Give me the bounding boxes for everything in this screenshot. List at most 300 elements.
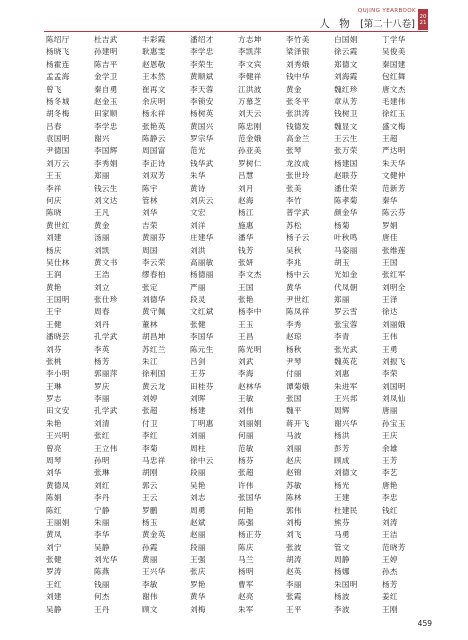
name-entry: 施惠 — [238, 220, 254, 230]
name-entry: 陈强 — [238, 517, 254, 527]
name-entry: 王宇 — [46, 307, 62, 317]
name-entry: 钱丽 — [94, 579, 110, 589]
name-entry: 张健 — [190, 319, 206, 329]
name-entry: 叶秋鸣 — [334, 233, 358, 243]
name-entry: 曾飞 — [46, 84, 62, 94]
name-entry: 罗云雪 — [334, 307, 358, 317]
name-entry: 王平 — [286, 604, 302, 614]
name-entry: 刘涛 — [382, 517, 398, 527]
name-entry: 杨玉 — [142, 517, 158, 527]
name-entry: 余庆明 — [142, 96, 166, 106]
name-entry: 魏红珍 — [334, 84, 358, 94]
name-entry: 江洪波 — [238, 84, 262, 94]
name-entry: 杜建民 — [334, 505, 358, 515]
name-entry: 刘德华 — [142, 295, 166, 305]
name-entry: 张洪涛 — [286, 109, 310, 119]
name-entry: 郭伟 — [286, 505, 302, 515]
name-entry: 吴静 — [94, 542, 110, 552]
name-entry: 刘飞 — [286, 530, 302, 540]
page-number: 459 — [417, 619, 432, 628]
name-entry: 陈云芬 — [382, 208, 406, 218]
name-entry: 文宏 — [190, 208, 206, 218]
name-entry: 张超 — [142, 406, 158, 416]
name-entry: 钱华武 — [190, 158, 214, 168]
name-entry: 王庆 — [382, 431, 398, 441]
name-entry: 王兴邦 — [334, 394, 358, 404]
name-entry: 刘庆云 — [190, 195, 214, 205]
name-entry: 彭芳 — [334, 443, 350, 453]
name-entry: 黄华 — [286, 282, 302, 292]
name-entry: 张霞 — [286, 592, 302, 602]
name-entry: 杨洪 — [334, 431, 350, 441]
name-entry: 王玉 — [238, 319, 254, 329]
name-entry: 钱树卫 — [334, 109, 358, 119]
name-entry: 郭云 — [142, 480, 158, 490]
name-entry: 曹军 — [238, 579, 254, 589]
name-entry: 潘绍才 — [190, 35, 214, 44]
name-entry: 魏英花 — [334, 356, 358, 366]
name-entry: 马忠祥 — [142, 456, 166, 466]
name-entry: 王健 — [46, 319, 62, 329]
name-entry: 李正诗 — [142, 158, 166, 168]
name-entry: 周静 — [334, 555, 350, 565]
name-entry: 孙杰 — [382, 567, 398, 577]
name-entry: 盛文梅 — [382, 121, 406, 131]
name-entry: 张维莲 — [382, 245, 406, 255]
name-entry: 张艳 — [238, 295, 254, 305]
name-entry: 段丽 — [190, 468, 206, 478]
name-entry: 陈燕 — [94, 567, 110, 577]
name-entry: 周春 — [94, 307, 110, 317]
name-entry: 龙汝成 — [286, 158, 310, 168]
name-entry: 刘建 — [46, 592, 62, 602]
name-entry: 陈庆 — [238, 542, 254, 552]
name-entry: 杨中云 — [286, 270, 310, 280]
name-entry: 胡刚 — [142, 468, 158, 478]
name-entry: 张冬平 — [286, 96, 310, 106]
name-entry: 魏显文 — [334, 121, 358, 131]
name-entry: 颜金华 — [334, 208, 358, 218]
name-entry: 孟孟海 — [46, 72, 70, 82]
name-entry: 黄金 — [286, 84, 302, 94]
name-entry: 王勇 — [382, 344, 398, 354]
name-entry: 刘明全 — [382, 282, 406, 292]
name-entry: 苏红兰 — [142, 344, 166, 354]
name-entry: 黄金 — [94, 220, 110, 230]
name-entry: 罗庆 — [94, 381, 110, 391]
name-entry: 刘国明 — [382, 381, 406, 391]
name-entry: 李英 — [94, 344, 110, 354]
name-entry: 陈林 — [286, 493, 302, 503]
name-entry: 陈元生 — [190, 344, 214, 354]
name-entry: 周辉 — [334, 406, 350, 416]
name-entry: 杜吉武 — [94, 35, 118, 44]
name-entry: 刘武 — [238, 356, 254, 366]
name-entry: 钱中华 — [286, 72, 310, 82]
name-entry: 刘天云 — [238, 109, 262, 119]
name-entry: 刘丽娥 — [382, 319, 406, 329]
name-entry: 白国娟 — [334, 35, 358, 44]
name-entry: 张健 — [46, 555, 62, 565]
name-entry: 李波 — [334, 604, 350, 614]
name-entry: 王兴华 — [142, 567, 166, 577]
name-entry: 刘婷 — [142, 394, 158, 404]
name-entry: 许伟 — [238, 480, 254, 490]
name-entry: 罗涛 — [46, 567, 62, 577]
name-entry: 李荣生 — [190, 59, 214, 69]
name-entry: 文红斌 — [190, 307, 214, 317]
name-entry: 王琳 — [46, 381, 62, 391]
name-entry: 钱德发 — [286, 121, 310, 131]
name-entry: 杨芳 — [94, 356, 110, 366]
name-entry: 刘光华 — [94, 555, 118, 565]
name-entry: 朱艳 — [46, 418, 62, 428]
name-entry: 杨永祥 — [142, 109, 166, 119]
name-entry: 黄云龙 — [142, 381, 166, 391]
name-entry: 罗树仁 — [238, 158, 262, 168]
name-entry: 刘华 — [46, 468, 62, 478]
name-entry: 谢兴 — [94, 134, 110, 144]
name-entry: 赵英 — [286, 567, 302, 577]
name-entry: 陈忠刚 — [238, 121, 262, 131]
name-entry: 赵恩敬 — [142, 59, 166, 69]
name-entry: 孙霞 — [142, 542, 158, 552]
name-entry: 陈静云 — [142, 134, 166, 144]
name-entry: 唐佳 — [382, 233, 398, 243]
name-entry: 吕春 — [46, 121, 62, 131]
name-entry: 张琴 — [286, 146, 302, 156]
name-entry: 姜红 — [382, 592, 398, 602]
name-entry: 唐艳 — [382, 480, 398, 490]
name-entry: 黄丽 — [142, 555, 158, 565]
name-entry: 王兴明 — [46, 431, 70, 441]
name-entry: 陈晓 — [46, 208, 62, 218]
name-entry: 张波 — [286, 542, 302, 552]
name-entry: 王本然 — [142, 72, 166, 82]
name-entry: 田桂芬 — [190, 381, 214, 391]
name-entry: 黄金英 — [142, 530, 166, 540]
name-entry: 杨庆 — [46, 245, 62, 255]
name-entry: 范新芳 — [382, 183, 406, 193]
name-entry: 刘洋 — [190, 220, 206, 230]
name-entry: 唐文杰 — [382, 84, 406, 94]
name-entry: 李凯萍 — [238, 47, 262, 57]
name-entry: 潘仕荣 — [334, 183, 358, 193]
name-entry: 崔再文 — [142, 84, 166, 94]
name-entry: 张红军 — [382, 270, 406, 280]
name-entry: 李荣 — [382, 369, 398, 379]
name-entry: 郑丽 — [334, 295, 350, 305]
name-entry: 吕慧 — [238, 171, 254, 181]
name-entry: 赵亮 — [238, 592, 254, 602]
name-entry: 代凤朝 — [334, 282, 358, 292]
name-entry: 顾文 — [142, 604, 158, 614]
name-entry: 张超 — [238, 468, 254, 478]
section-name: 人 物 — [319, 18, 353, 30]
name-entry: 杨建国 — [334, 158, 358, 168]
name-entry: 李学忠 — [190, 47, 214, 57]
name-entry: 王云 — [142, 493, 158, 503]
badge-top: 20 — [419, 13, 427, 20]
name-entry: 王红 — [46, 579, 62, 589]
name-entry: 董林 — [142, 319, 158, 329]
name-entry: 李天蓉 — [190, 84, 214, 94]
name-entry: 杨芳 — [382, 579, 398, 589]
name-entry: 尹琴 — [286, 356, 302, 366]
name-entry: 胡涛 — [286, 555, 302, 565]
name-entry: 王泽 — [382, 295, 398, 305]
name-entry: 李华 — [94, 530, 110, 540]
name-entry: 黄守佩 — [142, 307, 166, 317]
name-entry: 丰彩霞 — [142, 35, 166, 44]
name-entry: 梁泽银 — [286, 47, 310, 57]
name-entry: 万慕芝 — [238, 96, 262, 106]
name-entry: 付卫 — [142, 418, 158, 428]
name-entry: 刘振飞 — [382, 356, 406, 366]
name-entry: 朱丽 — [94, 517, 110, 527]
name-entry: 朱国明 — [334, 579, 358, 589]
name-entry: 马勇 — [334, 530, 350, 540]
name-entry: 赵丽 — [190, 530, 206, 540]
name-entry: 管林 — [142, 195, 158, 205]
name-entry: 王丹 — [94, 604, 110, 614]
name-entry: 李国华 — [190, 332, 214, 342]
name-entry: 杨树英 — [190, 109, 214, 119]
name-entry: 陈绍厅 — [46, 35, 70, 44]
name-entry: 胡昌坤 — [142, 332, 166, 342]
name-entry: 苏敏 — [286, 480, 302, 490]
name-entry: 张庆 — [190, 567, 206, 577]
name-entry: 黄丽芬 — [142, 233, 166, 243]
name-entry: 刘月 — [238, 183, 254, 193]
name-entry: 田文安 — [46, 406, 70, 416]
name-entry: 孙亚美 — [238, 146, 262, 156]
name-entry: 光如金 — [334, 270, 358, 280]
name-entry: 庄建华 — [190, 233, 214, 243]
name-entry: 杨建 — [190, 406, 206, 416]
name-entry: 吕剑 — [190, 356, 206, 366]
name-entry: 李云荣 — [142, 257, 166, 267]
name-entry: 普学武 — [286, 208, 310, 218]
name-entry: 杨子云 — [286, 233, 310, 243]
name-entry: 刘德文 — [334, 468, 358, 478]
name-entry: 张国 — [286, 394, 302, 404]
name-entry: 刘丽 — [286, 443, 302, 453]
name-entry: 张光武 — [334, 344, 358, 354]
name-entry: 刘秀娥 — [286, 59, 310, 69]
name-entry: 吴仕林 — [46, 257, 70, 267]
name-entry: 钱红 — [382, 505, 398, 515]
name-entry: 赵联芬 — [334, 171, 358, 181]
name-entry: 黄世红 — [46, 220, 70, 230]
name-entry: 张世玲 — [286, 171, 310, 181]
name-entry: 周勇 — [190, 505, 206, 515]
name-entry: 陈光明 — [238, 344, 262, 354]
name-entry: 赵庆 — [286, 456, 302, 466]
name-entry: 曾亮 — [46, 443, 62, 453]
name-entry: 刘梅 — [190, 604, 206, 614]
name-entry: 刘晖 — [190, 394, 206, 404]
name-entry: 李小明 — [46, 369, 70, 379]
year-badge — [418, 9, 428, 30]
name-entry: 苏松 — [286, 220, 302, 230]
name-entry: 杨菊 — [334, 220, 350, 230]
name-entry: 段丽 — [190, 542, 206, 552]
name-entry: 刘华 — [142, 208, 158, 218]
name-entry: 徐利国 — [142, 369, 166, 379]
name-entry: 刘双芳 — [142, 171, 166, 181]
name-entry: 文健仲 — [382, 171, 406, 181]
name-entry: 王强 — [190, 555, 206, 565]
name-entry: 何庆 — [46, 195, 62, 205]
name-entry: 陈娟 — [46, 493, 62, 503]
name-entry: 范敏 — [238, 443, 254, 453]
name-entry: 周国 — [142, 245, 158, 255]
name-entry: 王浩 — [94, 270, 110, 280]
name-entry: 张艳英 — [142, 121, 166, 131]
name-entry: 尹德国 — [46, 146, 70, 156]
name-entry: 陈吉平 — [94, 59, 118, 69]
name-entry: 张宝蓉 — [334, 319, 358, 329]
name-entry: 方志坤 — [238, 35, 262, 44]
name-entry: 潘晓芸 — [46, 332, 70, 342]
name-entry: 周琴 — [46, 456, 62, 466]
name-entry: 张桃 — [46, 356, 62, 366]
yearbook-label: QUJING YEARBOOK — [357, 8, 416, 14]
name-entry: 赵斌 — [190, 517, 206, 527]
name-entry: 朱华 — [190, 171, 206, 181]
name-entry: 刘丹 — [94, 319, 110, 329]
name-entry: 李艺 — [382, 468, 398, 478]
name-entry: 王建 — [334, 493, 350, 503]
name-entry: 吉荣 — [142, 220, 158, 230]
name-entry: 吴艳 — [190, 480, 206, 490]
name-entry: 郑丽 — [94, 171, 110, 181]
name-entry: 秦华 — [382, 195, 398, 205]
name-entry: 汤丽 — [94, 233, 110, 243]
name-entry: 李文杰 — [238, 270, 262, 280]
name-entry: 王刚 — [382, 604, 398, 614]
name-entry: 何艳 — [238, 505, 254, 515]
name-entry: 赵林华 — [238, 381, 262, 391]
name-entry: 徐中云 — [190, 456, 214, 466]
name-entry: 段灵 — [190, 295, 206, 305]
name-entry: 朱江 — [142, 356, 158, 366]
name-entry: 范晓芳 — [382, 542, 406, 552]
name-entry: 刘洪 — [190, 245, 206, 255]
name-entry: 杨晓飞 — [46, 47, 70, 57]
name-entry: 秦国建 — [382, 59, 406, 69]
name-list — [46, 34, 430, 616]
name-entry: 王芳 — [382, 456, 398, 466]
name-entry: 张美 — [286, 183, 302, 193]
name-entry: 张定 — [142, 282, 158, 292]
name-entry: 王敏 — [238, 394, 254, 404]
name-entry: 刘凯 — [94, 245, 110, 255]
name-entry: 刘芬 — [46, 344, 62, 354]
name-entry: 周柱 — [190, 443, 206, 453]
name-entry: 严丽 — [190, 282, 206, 292]
name-entry: 胡冬梅 — [46, 109, 70, 119]
name-entry: 高金兰 — [286, 134, 310, 144]
name-entry: 罗鹏 — [142, 505, 158, 515]
name-entry: 王芬 — [190, 369, 206, 379]
name-entry: 杨芬 — [238, 456, 254, 466]
name-entry: 范金娥 — [238, 134, 262, 144]
name-entry: 钱云生 — [94, 183, 118, 193]
name-entry: 孙宝玉 — [382, 418, 406, 428]
name-entry: 杨光 — [334, 480, 350, 490]
name-entry: 陈孝菊 — [334, 195, 358, 205]
name-entry: 杨波 — [334, 592, 350, 602]
name-entry: 李海 — [238, 369, 254, 379]
name-entry: 缪春柏 — [142, 270, 166, 280]
name-entry: 高丽敏 — [190, 257, 214, 267]
header-rule — [44, 31, 428, 32]
name-entry: 朱军 — [238, 604, 254, 614]
name-entry: 黄凤 — [46, 530, 62, 540]
name-entry: 陈红 — [46, 505, 62, 515]
name-entry: 刘惠 — [334, 369, 350, 379]
name-entry: 刘梅 — [286, 517, 302, 527]
name-entry: 李竹美 — [286, 35, 310, 44]
name-entry: 何杰 — [94, 592, 110, 602]
name-entry: 秦自勇 — [94, 84, 118, 94]
name-entry: 赵琼 — [286, 332, 302, 342]
name-entry: 李红 — [142, 431, 158, 441]
name-entry: 王婷 — [382, 555, 398, 565]
name-entry: 王昌 — [238, 332, 254, 342]
name-entry: 顾成 — [334, 456, 350, 466]
name-entry: 田家顺 — [94, 109, 118, 119]
name-entry: 刘文达 — [94, 195, 118, 205]
name-entry: 张国华 — [238, 493, 262, 503]
name-entry: 王国 — [238, 282, 254, 292]
name-entry: 王玉 — [46, 171, 62, 181]
name-entry: 赵金玉 — [94, 96, 118, 106]
name-entry: 刘万云 — [46, 158, 70, 168]
name-entry: 包红舞 — [382, 72, 406, 82]
name-entry: 李祥 — [46, 183, 62, 193]
name-entry: 李青 — [334, 332, 350, 342]
name-entry: 王国明 — [46, 295, 70, 305]
name-entry: 黄诗 — [190, 183, 206, 193]
name-entry: 孙建明 — [94, 47, 118, 57]
name-entry: 严达明 — [382, 146, 406, 156]
name-entry: 刘丽 — [190, 431, 206, 441]
name-entry: 杨明 — [238, 567, 254, 577]
name-entry: 章从芳 — [334, 96, 358, 106]
name-entry: 何丽 — [238, 431, 254, 441]
name-entry: 王超 — [382, 134, 398, 144]
name-entry: 李国辉 — [94, 146, 118, 156]
name-entry: 周国富 — [142, 146, 166, 156]
name-entry: 黄华 — [190, 592, 206, 602]
name-entry: 杨娜 — [334, 567, 350, 577]
name-entry: 黄顺斌 — [190, 72, 214, 82]
name-entry: 徐云霞 — [334, 47, 358, 57]
name-entry: 刘立 — [94, 282, 110, 292]
name-entry: 吴静 — [46, 604, 62, 614]
name-entry: 李健祥 — [238, 72, 262, 82]
name-entry: 陈凤祥 — [286, 307, 310, 317]
name-entry: 李丽 — [94, 394, 110, 404]
name-entry: 刘宁 — [46, 542, 62, 552]
name-entry: 王云生 — [334, 134, 358, 144]
name-entry: 黄艳 — [46, 282, 62, 292]
name-entry: 丁学华 — [382, 35, 406, 44]
name-entry: 孙明 — [94, 456, 110, 466]
